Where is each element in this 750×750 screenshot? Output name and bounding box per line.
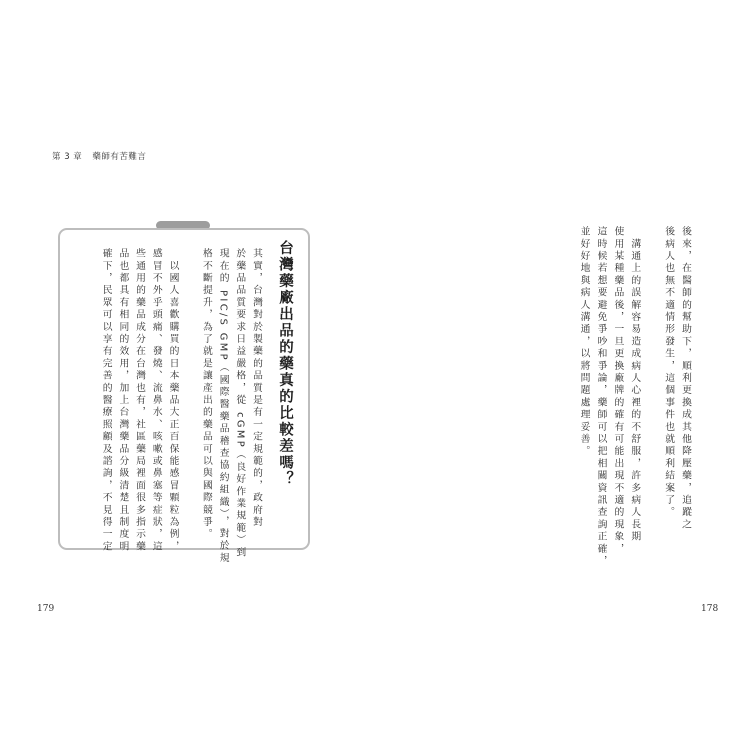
chapter-title: 藥師有苦難言 xyxy=(92,152,147,162)
right-page-body: 後來，在醫師的幫助下，順利更換成其他降壓藥，追蹤之 後病人也無不適情形發生，這個事件也就順利結案了。 溝通上的誤解容易造成病人心裡的不舒服，許多病人長期 使用某種藥品後，一旦更換廠牌的確有可能出現不適的現象， 這時候若想要避免爭吵和爭論，藥師可以把相關資訊查詢正確， 並好好地與病人溝通，以將問題處理妥善。 xyxy=(578,226,691,568)
chapter-number: 第 3 章 xyxy=(52,152,83,162)
sidebar-title: 台灣藥廠出品的藥真的比較差嗎？ xyxy=(277,240,293,488)
page-number-left: 179 xyxy=(37,604,55,614)
sidebar-body: 其實，台灣對於製藥的品質是有一定規範的，政府對 於藥品品質要求日益嚴格，從 cGMP（良好作業規範）到 現在的 PIC/S GMP（國際醫藥品稽查協約組織），對於規 格不斷提升，為了就是讓產出的藥品可以與國際競爭。 以國人喜歡購買的日本藥品大正百保能感冒顆粒為例， 感冒不外乎頭痛、發燒、流鼻水、咳嗽或鼻塞等症狀，這 些通用的藥品成分在台灣也有，社區藥局裡面很多指示藥 品也都具有相同的效用，加上台灣藥品分級清楚且制度明 確下，民眾可以享有完善的醫療照顧及諮詢，不見得一定 xyxy=(100,248,262,565)
page-number-right: 178 xyxy=(701,604,719,614)
running-header xyxy=(52,150,146,162)
